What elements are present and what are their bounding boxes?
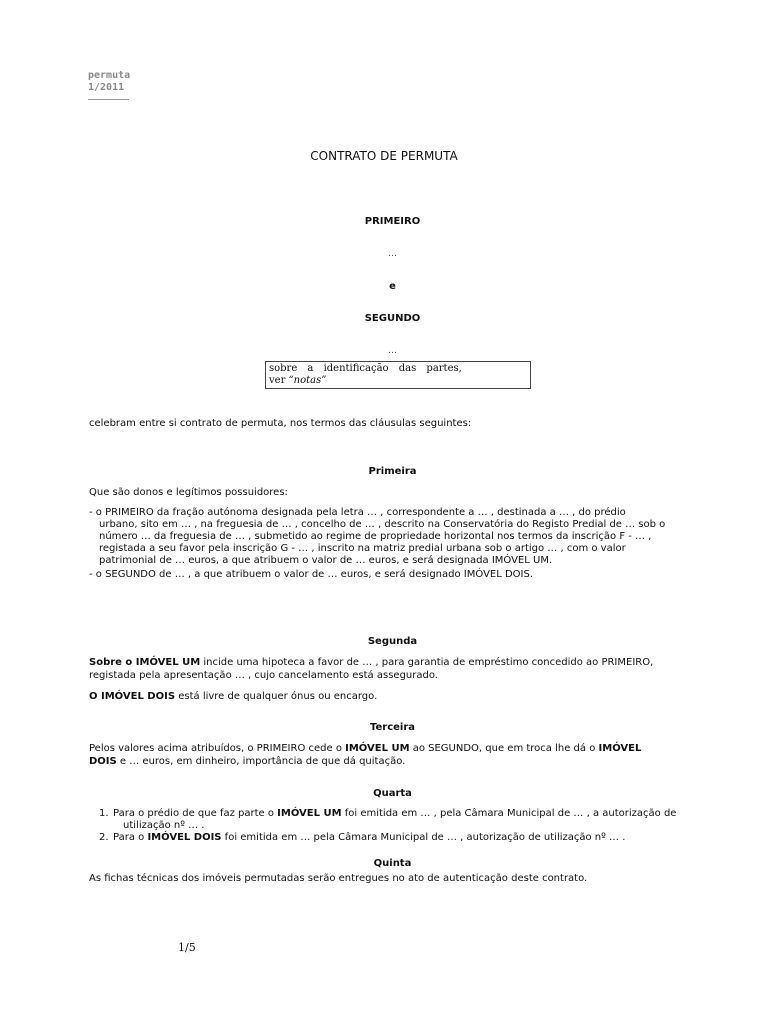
header-rule: [88, 99, 129, 100]
list-item-continuation: utilização nº … .: [123, 820, 205, 831]
clause-quarta-list: [89, 808, 701, 844]
list-item-number: 2.: [99, 832, 109, 843]
clause-heading-primeira: Primeira: [368, 466, 417, 477]
item1-line-1: - o PRIMEIRO da fração autónoma designada pela letra … , correspondente a … , destinada a … , do prédio: [89, 507, 626, 518]
segunda-p1-line-1: [89, 656, 699, 669]
second-party-placeholder: …: [388, 346, 397, 356]
list-item-text: foi emitida em … , pela Câmara Municipal de … , a autorização de: [341, 808, 677, 819]
document-number: 1/2011: [88, 82, 125, 93]
terceira-text-b: e … euros, em dinheiro, importância de que dá quitação.: [116, 756, 406, 767]
segunda-p1-line-2: registada pela apresentação … , cujo cancelamento está assegurado.: [89, 670, 438, 681]
notes-box: [265, 361, 531, 389]
terceira-line-1: [89, 742, 699, 755]
terceira-dois: DOIS: [89, 756, 117, 767]
item1-line-5: patrimonial de … euros, a que atribuem o valor de … euros, e será designada IMÓVEL UM.: [99, 555, 553, 566]
list-item: [89, 808, 701, 832]
notes-line-1: sobre a identificação das partes,: [269, 363, 462, 374]
second-party-label: SEGUNDO: [364, 313, 421, 324]
clause-segunda-p1: [89, 656, 699, 682]
notes-line-2: [269, 375, 527, 387]
document-title: CONTRATO DE PERMUTA: [310, 149, 458, 163]
clause-terceira-text: [89, 742, 699, 768]
notes-ref: “notas”: [288, 375, 327, 386]
list-item-number: 1.: [99, 808, 109, 819]
list-item-bold: IMÓVEL UM: [277, 808, 342, 819]
list-item-text: foi emitida em … pela Câmara Municipal de … , autorização de utilização nº … .: [221, 832, 626, 843]
clause-primeira-item-2: - o SEGUNDO de … , a que atribuem o valor de … euros, e será designado IMÓVEL DOIS.: [89, 569, 534, 580]
list-item-text: Para o prédio de que faz parte o: [113, 808, 278, 819]
terceira-text-a: Pelos valores acima atribuídos, o PRIMEIRO cede o: [89, 743, 346, 754]
clause-primeira-item-1: [89, 507, 701, 567]
document-code: [88, 70, 130, 94]
list-item-bold: IMÓVEL DOIS: [147, 832, 222, 843]
clause-heading-quarta: Quarta: [373, 788, 412, 799]
item1-line-3: número … da freguesia de … , submetido ao regime de propriedade horizontal nos termos da inscrição F - … ,: [99, 531, 652, 542]
imovel-dois-ref: O IMÓVEL DOIS: [89, 691, 176, 702]
segunda-p2-text: está livre de qualquer ónus ou encargo.: [175, 691, 378, 702]
conjunction-e: e: [389, 281, 396, 292]
first-party-placeholder: …: [388, 249, 397, 259]
imovel-um-ref: Sobre o IMÓVEL UM: [89, 657, 201, 668]
clause-heading-terceira: Terceira: [369, 722, 416, 733]
clause-heading-segunda: Segunda: [367, 636, 418, 647]
terceira-text-c: ao SEGUNDO, que em troca lhe dá o: [409, 743, 599, 754]
item1-line-2: urbano, sito em … , na freguesia de … , concelho de … , descrito na Conservatória do Registo Predial de … sob o: [99, 519, 666, 530]
page-number: 1/5: [178, 941, 196, 954]
intro-paragraph: celebram entre si contrato de permuta, nos termos das cláusulas seguintes:: [89, 418, 472, 429]
notes-ref-prefix: ver: [269, 375, 289, 386]
document-type: permuta: [88, 70, 131, 81]
list-item-text: Para o: [113, 832, 148, 843]
clause-segunda-p2: [89, 690, 699, 703]
terceira-imovel: IMÓVEL: [598, 743, 642, 754]
clause-heading-quinta: Quinta: [373, 858, 412, 869]
item1-line-4: registada a seu favor pela inscrição G - … , inscrito na matriz predial urbana sob o artigo … , com o valor: [99, 543, 626, 554]
list-item: [89, 832, 701, 844]
clause-quinta-text: As fichas técnicas dos imóveis permutadas serão entregues no ato de autenticação deste contrato.: [89, 873, 588, 884]
terceira-line-2: [89, 755, 699, 768]
clause-primeira-lead: Que são donos e legítimos possuidores:: [89, 487, 288, 498]
terceira-imovel-um: IMÓVEL UM: [345, 743, 410, 754]
segunda-p1-text: incide uma hipoteca a favor de … , para garantia de empréstimo concedido ao PRIMEIRO,: [200, 657, 654, 668]
first-party-label: PRIMEIRO: [364, 216, 421, 227]
